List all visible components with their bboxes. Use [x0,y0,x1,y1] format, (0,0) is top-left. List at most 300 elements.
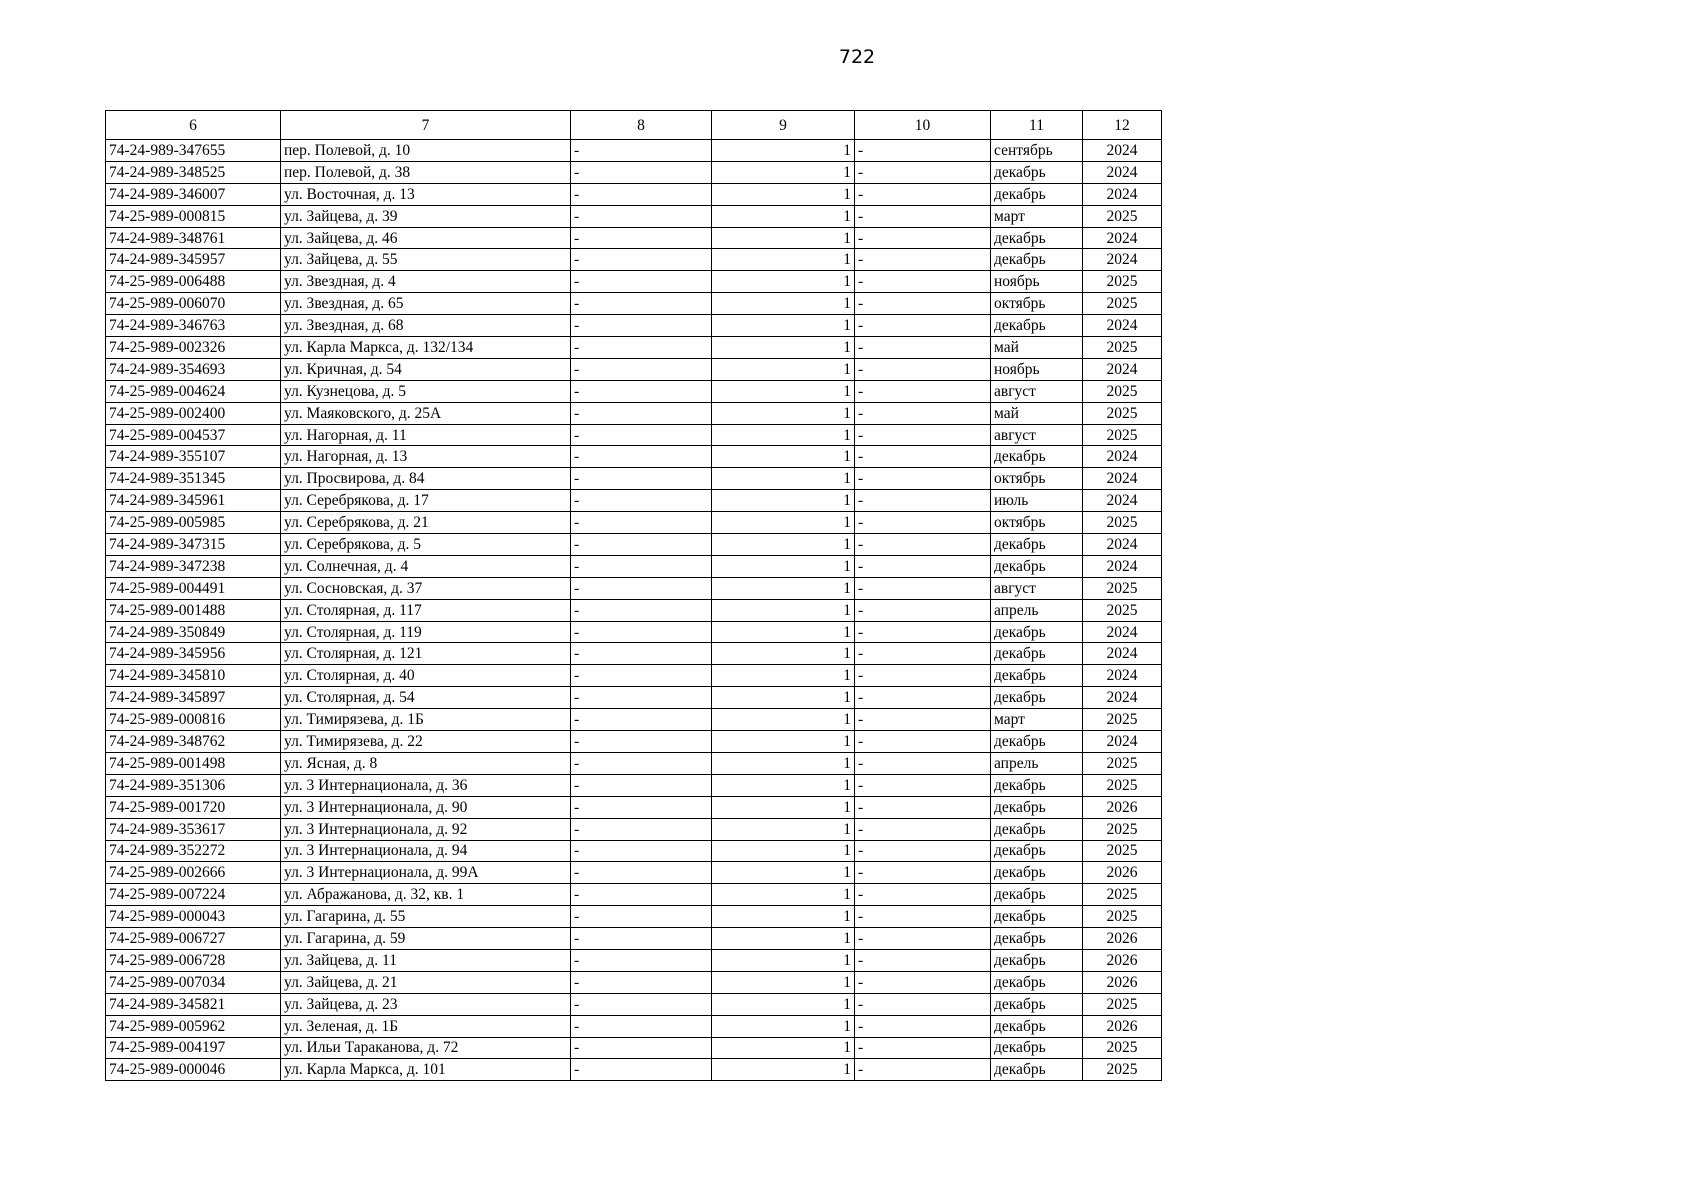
col-10-cell: - [855,315,991,337]
cadastral-number-cell: 74-25-989-001498 [106,752,281,774]
year-cell: 2025 [1083,818,1162,840]
col-8-cell: - [571,402,712,424]
address-cell: ул. Гагарина, д. 55 [281,906,571,928]
col-10-cell: - [855,928,991,950]
year-cell: 2025 [1083,577,1162,599]
month-cell: декабрь [991,906,1083,928]
year-cell: 2024 [1083,555,1162,577]
cadastral-number-cell: 74-24-989-347655 [106,140,281,162]
col-8-cell: - [571,468,712,490]
year-cell: 2024 [1083,140,1162,162]
header-col-6: 6 [106,111,281,140]
quantity-cell: 1 [712,358,855,380]
col-8-cell: - [571,183,712,205]
cadastral-number-cell: 74-25-989-001720 [106,796,281,818]
month-cell: декабрь [991,731,1083,753]
year-cell: 2024 [1083,468,1162,490]
table-row [106,1037,1162,1059]
cadastral-number-cell: 74-24-989-345897 [106,687,281,709]
cadastral-number-cell: 74-24-989-347315 [106,534,281,556]
table-row [106,555,1162,577]
month-cell: октябрь [991,512,1083,534]
month-cell: декабрь [991,249,1083,271]
table-row [106,993,1162,1015]
col-8-cell: - [571,1059,712,1081]
col-10-cell: - [855,906,991,928]
year-cell: 2026 [1083,862,1162,884]
month-cell: декабрь [991,446,1083,468]
col-10-cell: - [855,665,991,687]
cadastral-number-cell: 74-25-989-005985 [106,512,281,534]
col-10-cell: - [855,468,991,490]
year-cell: 2025 [1083,293,1162,315]
address-cell: ул. Нагорная, д. 13 [281,446,571,468]
cadastral-number-cell: 74-25-989-000043 [106,906,281,928]
address-cell: ул. Кузнецова, д. 5 [281,380,571,402]
col-8-cell: - [571,949,712,971]
cadastral-number-cell: 74-24-989-348762 [106,731,281,753]
quantity-cell: 1 [712,205,855,227]
quantity-cell: 1 [712,752,855,774]
month-cell: май [991,402,1083,424]
table-row [106,840,1162,862]
col-10-cell: - [855,949,991,971]
month-cell: декабрь [991,1015,1083,1037]
col-10-cell: - [855,402,991,424]
col-8-cell: - [571,971,712,993]
col-10-cell: - [855,1037,991,1059]
quantity-cell: 1 [712,271,855,293]
address-cell: ул. Тимирязева, д. 1Б [281,709,571,731]
cadastral-number-cell: 74-25-989-006488 [106,271,281,293]
col-8-cell: - [571,884,712,906]
year-cell: 2024 [1083,446,1162,468]
year-cell: 2025 [1083,993,1162,1015]
col-8-cell: - [571,140,712,162]
year-cell: 2026 [1083,971,1162,993]
quantity-cell: 1 [712,577,855,599]
cadastral-number-cell: 74-25-989-004537 [106,424,281,446]
address-cell: ул. Столярная, д. 117 [281,599,571,621]
quantity-cell: 1 [712,534,855,556]
col-10-cell: - [855,971,991,993]
address-cell: ул. Серебрякова, д. 5 [281,534,571,556]
table-row [106,665,1162,687]
cadastral-number-cell: 74-25-989-002400 [106,402,281,424]
col-8-cell: - [571,293,712,315]
address-cell: ул. Зайцева, д. 46 [281,227,571,249]
year-cell: 2025 [1083,402,1162,424]
col-10-cell: - [855,380,991,402]
table-row [106,643,1162,665]
table-row [106,293,1162,315]
year-cell: 2024 [1083,731,1162,753]
col-8-cell: - [571,358,712,380]
col-10-cell: - [855,731,991,753]
year-cell: 2024 [1083,183,1162,205]
quantity-cell: 1 [712,337,855,359]
cadastral-number-cell: 74-24-989-348525 [106,161,281,183]
col-10-cell: - [855,621,991,643]
col-8-cell: - [571,1015,712,1037]
col-10-cell: - [855,490,991,512]
col-10-cell: - [855,709,991,731]
col-8-cell: - [571,534,712,556]
header-col-11: 11 [991,111,1083,140]
col-8-cell: - [571,271,712,293]
table-row [106,315,1162,337]
year-cell: 2025 [1083,840,1162,862]
quantity-cell: 1 [712,906,855,928]
col-10-cell: - [855,534,991,556]
month-cell: август [991,577,1083,599]
cadastral-number-cell: 74-25-989-000046 [106,1059,281,1081]
cadastral-number-cell: 74-24-989-351306 [106,774,281,796]
col-8-cell: - [571,840,712,862]
quantity-cell: 1 [712,1015,855,1037]
table-row [106,949,1162,971]
year-cell: 2025 [1083,774,1162,796]
month-cell: октябрь [991,293,1083,315]
cadastral-number-cell: 74-25-989-005962 [106,1015,281,1037]
col-8-cell: - [571,424,712,446]
table-row [106,599,1162,621]
quantity-cell: 1 [712,161,855,183]
address-cell: ул. Сосновская, д. 37 [281,577,571,599]
address-cell: ул. Абражанова, д. 32, кв. 1 [281,884,571,906]
address-cell: пер. Полевой, д. 10 [281,140,571,162]
year-cell: 2025 [1083,1059,1162,1081]
address-cell: ул. Зайцева, д. 21 [281,971,571,993]
col-8-cell: - [571,227,712,249]
quantity-cell: 1 [712,993,855,1015]
table-row [106,774,1162,796]
col-10-cell: - [855,599,991,621]
col-10-cell: - [855,1015,991,1037]
table-row [106,862,1162,884]
cadastral-number-cell: 74-25-989-000816 [106,709,281,731]
month-cell: декабрь [991,687,1083,709]
month-cell: декабрь [991,818,1083,840]
col-8-cell: - [571,1037,712,1059]
quantity-cell: 1 [712,818,855,840]
month-cell: декабрь [991,315,1083,337]
table-row [106,468,1162,490]
quantity-cell: 1 [712,140,855,162]
address-cell: ул. Серебрякова, д. 17 [281,490,571,512]
col-10-cell: - [855,205,991,227]
col-10-cell: - [855,271,991,293]
header-row [106,111,1162,140]
address-cell: пер. Полевой, д. 38 [281,161,571,183]
quantity-cell: 1 [712,1059,855,1081]
col-8-cell: - [571,774,712,796]
address-cell: ул. Тимирязева, д. 22 [281,731,571,753]
quantity-cell: 1 [712,840,855,862]
year-cell: 2025 [1083,380,1162,402]
table-row [106,534,1162,556]
quantity-cell: 1 [712,555,855,577]
table-row [106,796,1162,818]
month-cell: декабрь [991,949,1083,971]
quantity-cell: 1 [712,774,855,796]
col-8-cell: - [571,818,712,840]
year-cell: 2025 [1083,1037,1162,1059]
col-8-cell: - [571,337,712,359]
month-cell: декабрь [991,161,1083,183]
col-8-cell: - [571,796,712,818]
table-row [106,1015,1162,1037]
year-cell: 2025 [1083,512,1162,534]
quantity-cell: 1 [712,928,855,950]
year-cell: 2025 [1083,884,1162,906]
month-cell: декабрь [991,227,1083,249]
quantity-cell: 1 [712,249,855,271]
month-cell: декабрь [991,534,1083,556]
year-cell: 2026 [1083,928,1162,950]
cadastral-number-cell: 74-24-989-346763 [106,315,281,337]
address-cell: ул. Столярная, д. 54 [281,687,571,709]
cadastral-number-cell: 74-25-989-004491 [106,577,281,599]
table-row [106,512,1162,534]
table-row [106,358,1162,380]
col-10-cell: - [855,796,991,818]
cadastral-number-cell: 74-24-989-354693 [106,358,281,380]
quantity-cell: 1 [712,183,855,205]
quantity-cell: 1 [712,949,855,971]
address-cell: ул. Ильи Тараканова, д. 72 [281,1037,571,1059]
year-cell: 2024 [1083,315,1162,337]
cadastral-number-cell: 74-24-989-347238 [106,555,281,577]
address-cell: ул. Просвирова, д. 84 [281,468,571,490]
address-cell: ул. Нагорная, д. 11 [281,424,571,446]
address-cell: ул. Карла Маркса, д. 101 [281,1059,571,1081]
quantity-cell: 1 [712,687,855,709]
quantity-cell: 1 [712,490,855,512]
cadastral-number-cell: 74-24-989-355107 [106,446,281,468]
col-8-cell: - [571,205,712,227]
month-cell: декабрь [991,774,1083,796]
data-table [105,110,1162,1081]
col-8-cell: - [571,490,712,512]
month-cell: сентябрь [991,140,1083,162]
year-cell: 2024 [1083,534,1162,556]
cadastral-number-cell: 74-25-989-006727 [106,928,281,950]
address-cell: ул. 3 Интернационала, д. 94 [281,840,571,862]
col-8-cell: - [571,687,712,709]
year-cell: 2026 [1083,949,1162,971]
header-col-9: 9 [712,111,855,140]
year-cell: 2024 [1083,643,1162,665]
cadastral-number-cell: 74-24-989-345957 [106,249,281,271]
month-cell: декабрь [991,796,1083,818]
table-row [106,337,1162,359]
col-10-cell: - [855,161,991,183]
table-row [106,818,1162,840]
month-cell: апрель [991,752,1083,774]
cadastral-number-cell: 74-24-989-351345 [106,468,281,490]
month-cell: декабрь [991,840,1083,862]
col-8-cell: - [571,446,712,468]
header-col-8: 8 [571,111,712,140]
col-10-cell: - [855,643,991,665]
quantity-cell: 1 [712,424,855,446]
col-8-cell: - [571,315,712,337]
month-cell: декабрь [991,1037,1083,1059]
table-row [106,687,1162,709]
table-row [106,380,1162,402]
col-8-cell: - [571,512,712,534]
address-cell: ул. Зайцева, д. 11 [281,949,571,971]
col-8-cell: - [571,599,712,621]
col-10-cell: - [855,752,991,774]
address-cell: ул. Зайцева, д. 23 [281,993,571,1015]
col-10-cell: - [855,227,991,249]
month-cell: декабрь [991,884,1083,906]
month-cell: март [991,205,1083,227]
col-10-cell: - [855,577,991,599]
col-8-cell: - [571,665,712,687]
month-cell: май [991,337,1083,359]
col-10-cell: - [855,993,991,1015]
year-cell: 2025 [1083,271,1162,293]
col-10-cell: - [855,446,991,468]
quantity-cell: 1 [712,293,855,315]
col-8-cell: - [571,928,712,950]
col-10-cell: - [855,1059,991,1081]
col-8-cell: - [571,249,712,271]
col-10-cell: - [855,512,991,534]
cadastral-number-cell: 74-24-989-345956 [106,643,281,665]
col-10-cell: - [855,183,991,205]
quantity-cell: 1 [712,512,855,534]
quantity-cell: 1 [712,468,855,490]
quantity-cell: 1 [712,709,855,731]
month-cell: декабрь [991,1059,1083,1081]
month-cell: декабрь [991,971,1083,993]
col-8-cell: - [571,993,712,1015]
address-cell: ул. 3 Интернационала, д. 92 [281,818,571,840]
year-cell: 2025 [1083,906,1162,928]
cadastral-number-cell: 74-25-989-002326 [106,337,281,359]
col-10-cell: - [855,818,991,840]
table-row [106,709,1162,731]
col-10-cell: - [855,249,991,271]
year-cell: 2025 [1083,599,1162,621]
col-8-cell: - [571,643,712,665]
month-cell: октябрь [991,468,1083,490]
cadastral-number-cell: 74-24-989-345821 [106,993,281,1015]
address-cell: ул. Маяковского, д. 25А [281,402,571,424]
cadastral-number-cell: 74-25-989-007224 [106,884,281,906]
address-cell: ул. Зайцева, д. 55 [281,249,571,271]
col-8-cell: - [571,709,712,731]
table-row [106,621,1162,643]
quantity-cell: 1 [712,402,855,424]
quantity-cell: 1 [712,862,855,884]
month-cell: декабрь [991,621,1083,643]
header-col-10: 10 [855,111,991,140]
quantity-cell: 1 [712,731,855,753]
year-cell: 2024 [1083,358,1162,380]
address-cell: ул. Столярная, д. 119 [281,621,571,643]
address-cell: ул. Звездная, д. 4 [281,271,571,293]
cadastral-number-cell: 74-25-989-006070 [106,293,281,315]
table-row [106,161,1162,183]
table-row [106,249,1162,271]
col-8-cell: - [571,621,712,643]
cadastral-number-cell: 74-24-989-345961 [106,490,281,512]
cadastral-number-cell: 74-24-989-353617 [106,818,281,840]
table-row [106,1059,1162,1081]
cadastral-number-cell: 74-25-989-006728 [106,949,281,971]
table-row [106,183,1162,205]
quantity-cell: 1 [712,315,855,337]
table-row [106,971,1162,993]
col-8-cell: - [571,752,712,774]
col-8-cell: - [571,906,712,928]
quantity-cell: 1 [712,643,855,665]
address-cell: ул. Серебрякова, д. 21 [281,512,571,534]
year-cell: 2024 [1083,621,1162,643]
address-cell: ул. Звездная, д. 68 [281,315,571,337]
quantity-cell: 1 [712,796,855,818]
table-row [106,446,1162,468]
table-row [106,140,1162,162]
month-cell: ноябрь [991,358,1083,380]
month-cell: ноябрь [991,271,1083,293]
address-cell: ул. Зайцева, д. 39 [281,205,571,227]
quantity-cell: 1 [712,380,855,402]
cadastral-number-cell: 74-24-989-345810 [106,665,281,687]
address-cell: ул. Солнечная, д. 4 [281,555,571,577]
address-cell: ул. Столярная, д. 121 [281,643,571,665]
cadastral-number-cell: 74-25-989-007034 [106,971,281,993]
col-8-cell: - [571,862,712,884]
table-row [106,752,1162,774]
month-cell: июль [991,490,1083,512]
table-row [106,906,1162,928]
table-row [106,227,1162,249]
table-row [106,928,1162,950]
col-10-cell: - [855,140,991,162]
col-10-cell: - [855,687,991,709]
cadastral-number-cell: 74-25-989-002666 [106,862,281,884]
cadastral-number-cell: 74-25-989-004197 [106,1037,281,1059]
year-cell: 2026 [1083,1015,1162,1037]
cadastral-number-cell: 74-24-989-348761 [106,227,281,249]
table-row [106,205,1162,227]
col-8-cell: - [571,731,712,753]
address-cell: ул. Столярная, д. 40 [281,665,571,687]
year-cell: 2025 [1083,752,1162,774]
year-cell: 2024 [1083,227,1162,249]
address-cell: ул. 3 Интернационала, д. 36 [281,774,571,796]
quantity-cell: 1 [712,884,855,906]
col-10-cell: - [855,840,991,862]
col-8-cell: - [571,380,712,402]
month-cell: декабрь [991,665,1083,687]
year-cell: 2025 [1083,424,1162,446]
table-row [106,402,1162,424]
year-cell: 2024 [1083,665,1162,687]
table-body [106,140,1162,1081]
year-cell: 2025 [1083,337,1162,359]
cadastral-number-cell: 74-25-989-004624 [106,380,281,402]
cadastral-number-cell: 74-25-989-000815 [106,205,281,227]
month-cell: декабрь [991,555,1083,577]
cadastral-number-cell: 74-24-989-352272 [106,840,281,862]
